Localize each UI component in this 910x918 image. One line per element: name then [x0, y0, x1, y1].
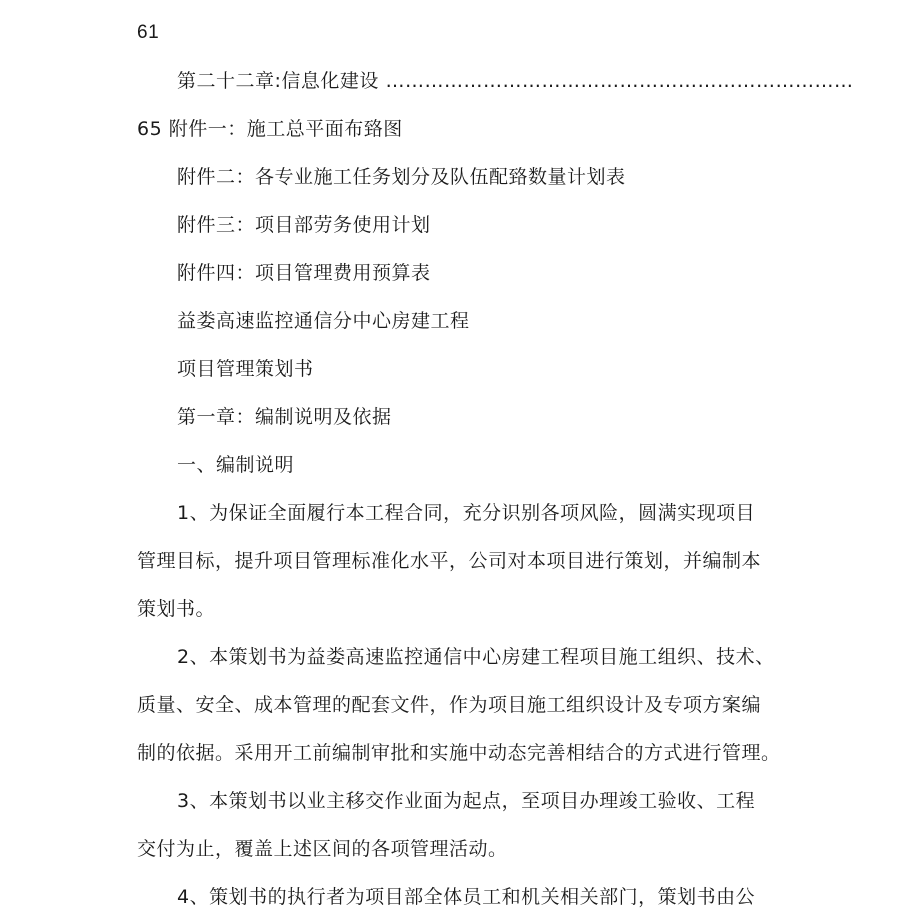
paragraph-line: 管理目标，提升项目管理标准化水平，公司对本项目进行策划，并编制本 — [137, 550, 762, 572]
toc-entry-chapter-22: 第二十二章:信息化建设 ……………………………………………………………… — [177, 70, 854, 92]
paragraph-line: 质量、安全、成本管理的配套文件，作为项目施工组织设计及专项方案编 — [137, 694, 762, 716]
paragraph-line: 1、为保证全面履行本工程合同，充分识别各项风险，圆满实现项目 — [177, 502, 756, 524]
chapter-heading: 第一章：编制说明及依据 — [177, 406, 392, 428]
toc-entry-attachment-1: 65 附件一：施工总平面布臵图 — [137, 118, 403, 140]
paragraph-line: 4、策划书的执行者为项目部全体员工和机关相关部门，策划书由公 — [177, 886, 756, 908]
toc-entry-attachment-2: 附件二：各专业施工任务划分及队伍配臵数量计划表 — [177, 166, 626, 188]
paragraph-line: 策划书。 — [137, 598, 216, 620]
paragraph-line: 2、本策划书为益娄高速监控通信中心房建工程项目施工组织、技术、 — [177, 646, 775, 668]
section-heading: 一、编制说明 — [177, 454, 295, 476]
page-number-line: 61 — [137, 22, 160, 43]
document-title: 项目管理策划书 — [177, 358, 314, 380]
paragraph-line: 3、本策划书以业主移交作业面为起点，至项目办理竣工验收、工程 — [177, 790, 756, 812]
paragraph-line: 制的依据。采用开工前编制审批和实施中动态完善相结合的方式进行管理。 — [137, 742, 781, 764]
toc-entry-attachment-4: 附件四：项目管理费用预算表 — [177, 262, 431, 284]
toc-entry-attachment-3: 附件三：项目部劳务使用计划 — [177, 214, 431, 236]
project-title: 益娄高速监控通信分中心房建工程 — [177, 310, 470, 332]
paragraph-line: 交付为止，覆盖上述区间的各项管理活动。 — [137, 838, 508, 860]
